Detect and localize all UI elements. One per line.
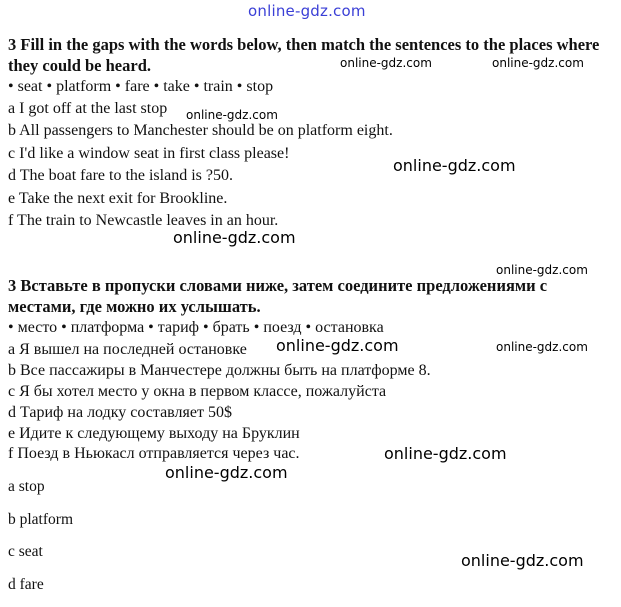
sentence-a-en: a I got off at the last stop bbox=[8, 100, 168, 117]
sentence-f-ru: f Поезд в Ньюкасл отправляется через час. bbox=[8, 445, 300, 462]
watermark: online-gdz.com bbox=[165, 463, 288, 482]
sentence-b-ru: b Все пассажиры в Манчестере должны быть на платформе 8. bbox=[8, 362, 431, 379]
answer-b: b platform bbox=[8, 511, 73, 528]
sentence-a-ru: a Я вышел на последней остановке bbox=[8, 341, 247, 358]
exercise-title-ru: 3 Вставьте в пропуски словами ниже, затем соедините предложениями с местами, где можно их услышать. bbox=[8, 276, 548, 316]
sentence-d-ru: d Тариф на лодку составляет 50$ bbox=[8, 404, 232, 421]
sentence-e-en: e Take the next exit for Brookline. bbox=[8, 190, 228, 207]
watermark: online-gdz.com bbox=[393, 156, 516, 175]
watermark: online-gdz.com bbox=[384, 444, 507, 463]
word-list-ru: • место • платформа • тариф • брать • поезд • остановка bbox=[8, 319, 384, 336]
watermark: online-gdz.com bbox=[496, 340, 588, 354]
watermark: online-gdz.com bbox=[276, 336, 399, 355]
answer-c: c seat bbox=[8, 543, 43, 560]
answer-a: a stop bbox=[8, 478, 45, 495]
watermark-top[interactable]: online-gdz.com bbox=[248, 2, 366, 20]
sentence-d-en: d The boat fare to the island is ?50. bbox=[8, 167, 233, 184]
watermark: online-gdz.com bbox=[492, 56, 584, 70]
sentence-c-ru: c Я бы хотел место у окна в первом классе, пожалуйста bbox=[8, 383, 387, 400]
watermark: online-gdz.com bbox=[461, 551, 584, 570]
word-list-en: • seat • platform • fare • take • train • stop bbox=[8, 78, 274, 95]
exercise-title-en: 3 Fill in the gaps with the words below, then match the sentences to the places where they could be heard. bbox=[8, 35, 600, 75]
answer-d: d fare bbox=[8, 576, 44, 593]
sentence-e-ru: e Идите к следующему выходу на Бруклин bbox=[8, 425, 300, 442]
watermark: online-gdz.com bbox=[340, 56, 432, 70]
watermark: online-gdz.com bbox=[496, 263, 588, 277]
watermark: online-gdz.com bbox=[186, 108, 278, 122]
watermark: online-gdz.com bbox=[173, 228, 296, 247]
sentence-b-en: b All passengers to Manchester should be on platform eight. bbox=[8, 122, 393, 139]
sentence-c-en: c I'd like a window seat in first class please! bbox=[8, 145, 290, 162]
sentence-f-en: f The train to Newcastle leaves in an hour. bbox=[8, 212, 279, 229]
